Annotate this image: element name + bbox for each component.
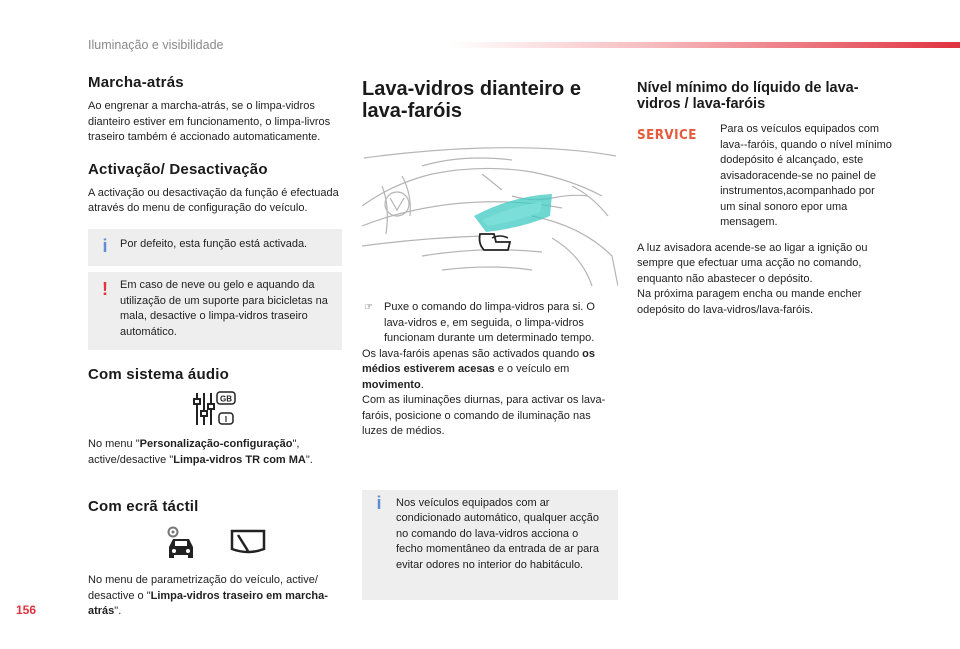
marcha-text: Ao engrenar a marcha-atrás, se o limpa-vidros dianteiro estiver em funcionamento, o limpa-livros traseiro também é accionado automaticamente.	[88, 100, 331, 143]
section-title-nivel-minimo: Nível mínimo do líquido de lava-vidros / lava-faróis	[637, 80, 859, 112]
warning-box-text: Em caso de neve ou gelo e aquando da utilização de um suporte para bicicletas na mala, desactive o limpa-vidros traseiro automático.	[120, 279, 328, 338]
iluminacoes-text: Com as iluminações diurnas, para activar os lava-faróis, posicione o comando de iluminação nas luzes de médios.	[362, 394, 606, 437]
section-title-marcha: Marcha-atrás	[88, 74, 184, 91]
touch-text: No menu de parametrização do veículo, active/ desactive o "Limpa-vidros traseiro em marcha-atrás".	[88, 574, 328, 617]
info-box-text: Nos veículos equipados com ar condicionado automático, qualquer acção no comando do lava-vidros acciona o fecho momentâneo da entrada de ar para evitar odores no interior do habitáculo.	[396, 496, 600, 571]
audio-text: No menu "Personalização-configuração", active/desactive "Limpa-vidros TR com MA".	[88, 438, 313, 466]
section-title-lava-vidros: Lava-vidros dianteiro e lava-faróis	[362, 78, 581, 122]
arrow-icon: ☞	[364, 302, 373, 313]
warning-icon: !	[102, 279, 108, 299]
info-box-text: Por defeito, esta função está activada.	[120, 237, 308, 250]
lava-farois-text: Os lava-faróis apenas são activados quando os médios estiverem acesas e o veículo em movimento.	[362, 347, 595, 391]
section-title-touch: Com ecrã táctil	[88, 498, 199, 515]
section-title-audio: Com sistema áudio	[88, 366, 229, 383]
touch-icons	[88, 525, 342, 559]
audio-option-name: Limpa-vidros TR com MA	[173, 453, 306, 466]
audio-menu-name: Personalização-configuração	[139, 438, 293, 450]
service-text: Para os veículos equipados com lava--faróis, quando o nível mínimo dodepósito é alcançado, este avisadoracende-se no painel de instrumentos,acompanhado por um sinal sonoro epor uma mensagem.	[720, 123, 892, 228]
audio-icon-badge-2: I	[224, 415, 228, 424]
luz-avisadora-text: A luz avisadora acende-se ao ligar a ignição ou sempre que efectuar uma acção no comando, enquanto não abastecer o depósito.	[637, 241, 868, 285]
column-right	[637, 74, 893, 318]
activacao-text: A activação ou desactivação da função é efectuada através do menu de configuração do veículo.	[88, 186, 339, 214]
car-front-illustration	[362, 146, 618, 286]
proxima-paragem-text: Na próxima paragem encha ou mande encher odepósito do lava-vidros/lava-faróis.	[637, 288, 862, 316]
service-icon	[637, 122, 702, 231]
info-icon: i	[102, 235, 108, 256]
section-title-activacao: Activação/ Desactivação	[88, 160, 268, 178]
service-warning	[637, 122, 893, 231]
warning-box	[88, 272, 342, 350]
header-title: Iluminação e visibilidade	[88, 38, 224, 52]
info-box-default	[88, 229, 342, 267]
service-label: SERVICE	[637, 128, 697, 143]
touch-option-name: Limpa-vidros traseiro em marcha-atrás	[88, 589, 328, 617]
header-accent-bar	[450, 42, 960, 48]
info-icon: i	[376, 492, 382, 513]
info-box-ar-condicionado	[362, 490, 618, 600]
column-middle	[362, 74, 618, 600]
settings-sliders-icon	[193, 391, 237, 427]
audio-settings-icon	[88, 391, 342, 427]
page-number: 156	[16, 603, 37, 617]
audio-icon-badge: GB	[220, 394, 232, 404]
bullet-instruction	[362, 300, 618, 347]
bullet-text: Puxe o comando do limpa-vidros para si. O lava-vidros e, em seguida, o limpa-vidros funcionam durante um determinado tempo.	[384, 301, 595, 344]
headlamp-washer-illustration	[362, 146, 618, 286]
column-left	[88, 74, 342, 620]
vehicle-settings-icon	[164, 525, 198, 559]
rear-wiper-icon	[230, 525, 266, 555]
